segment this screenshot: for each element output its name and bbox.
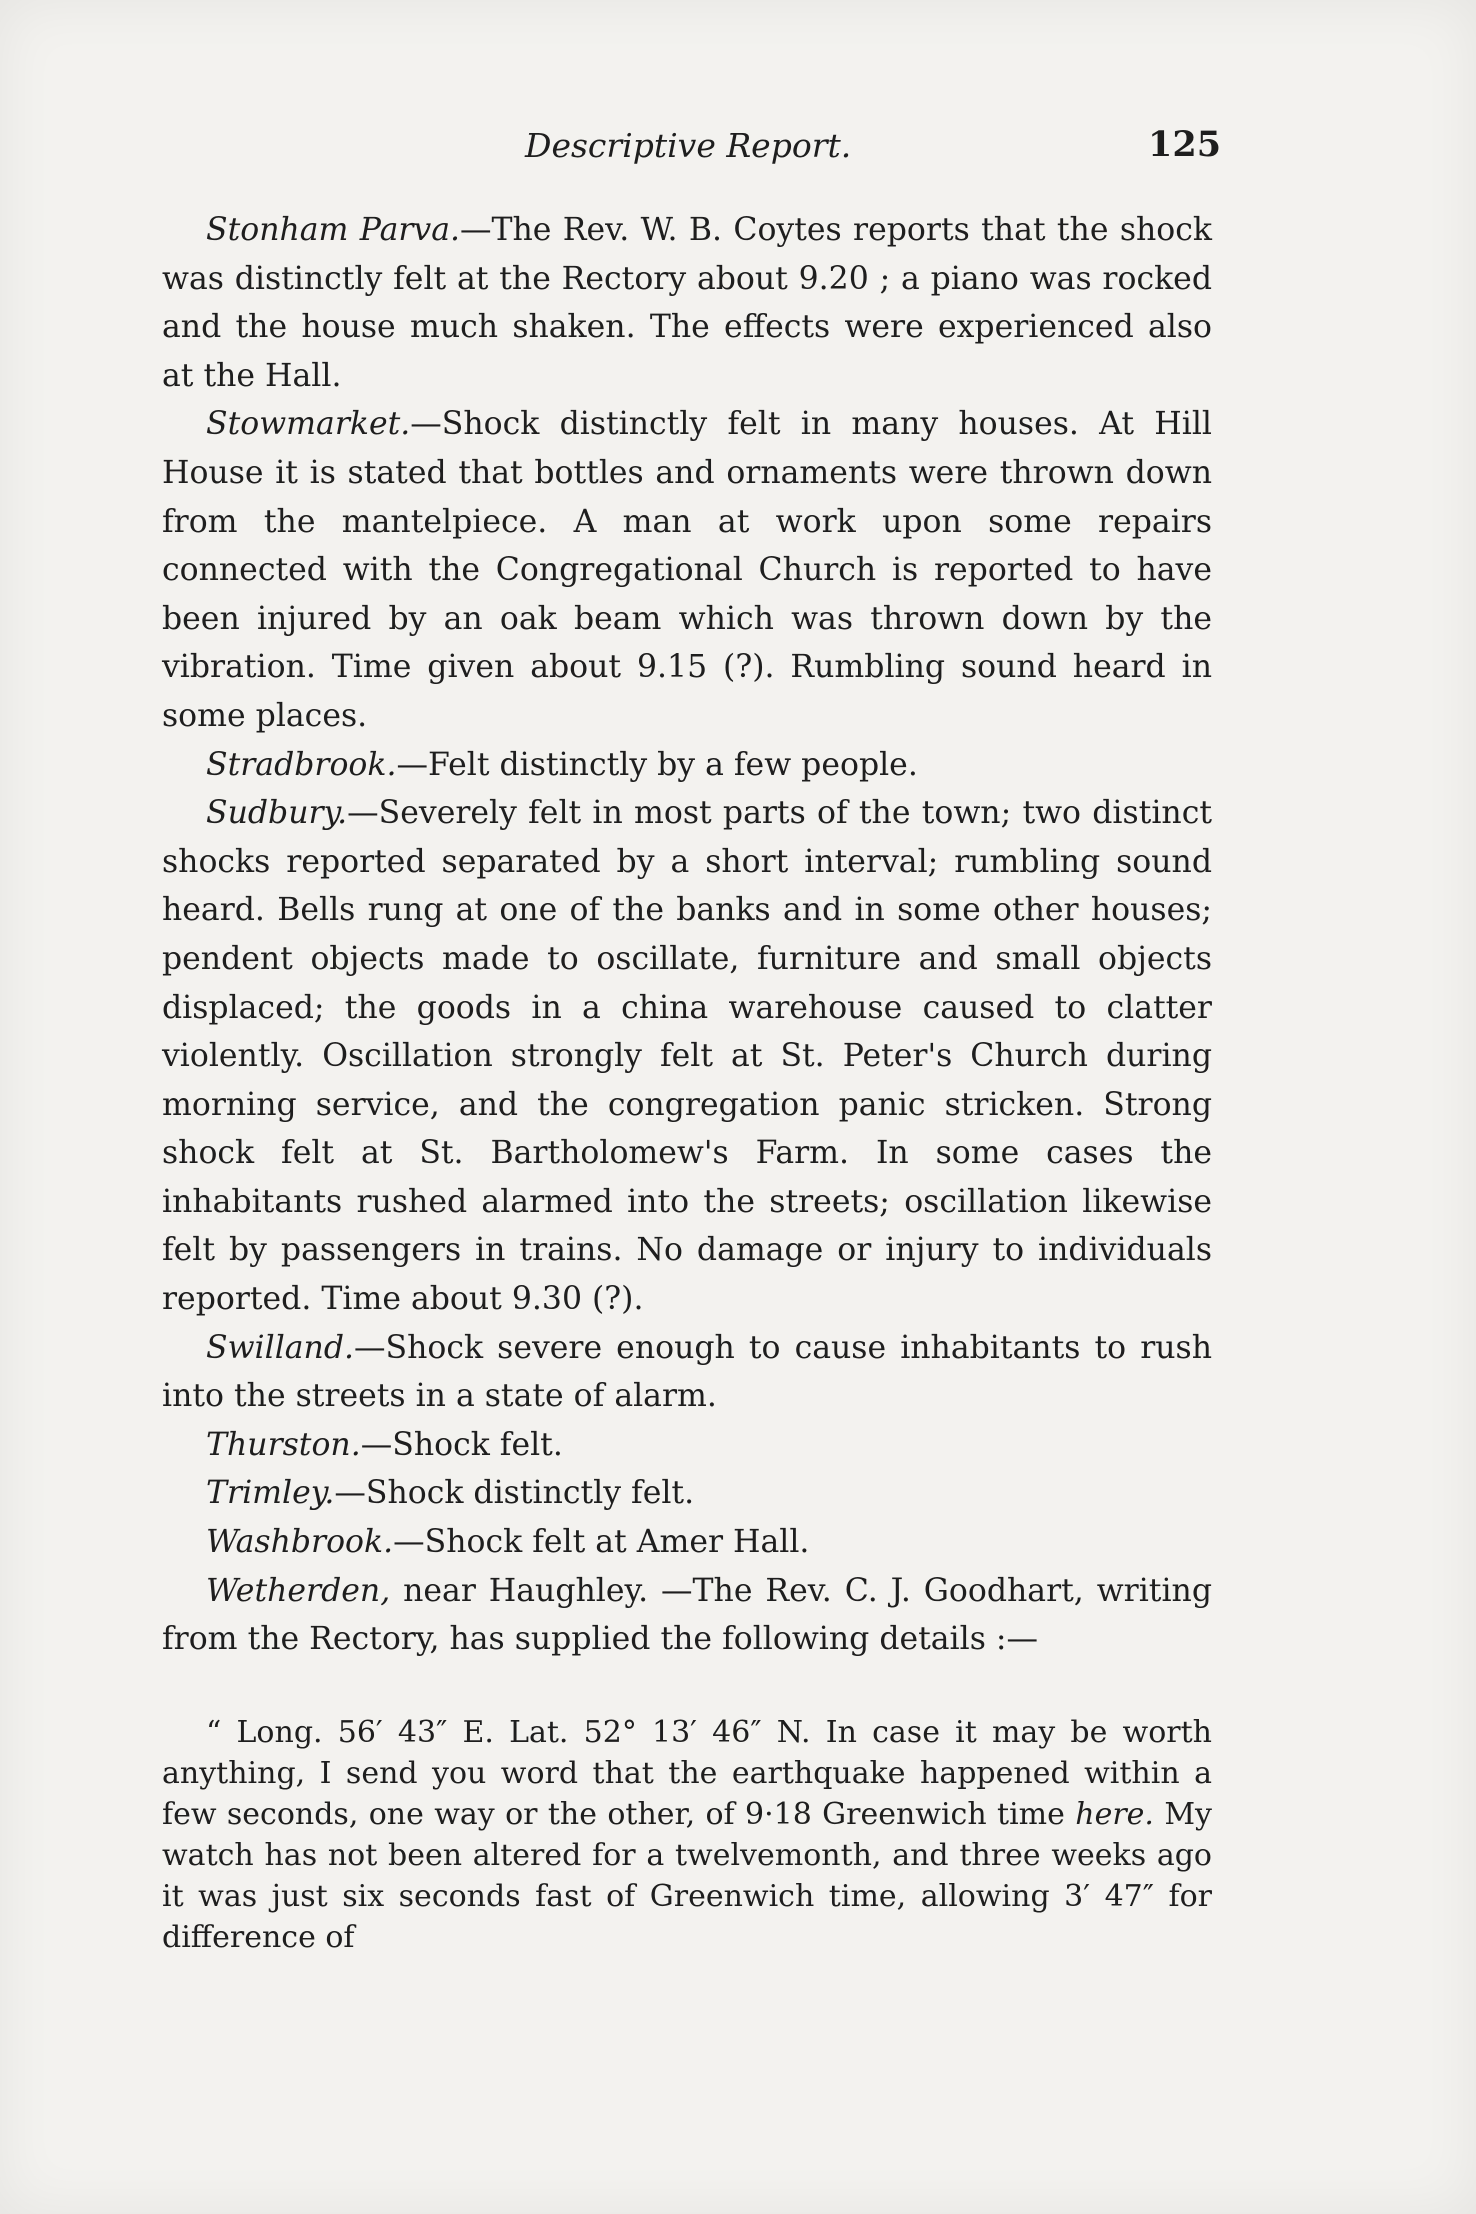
entry-stonham-parva [162,206,1212,400]
place-name: Wetherden, [206,1572,391,1609]
entry-washbrook [162,1518,1212,1567]
entry-text: —Felt distinctly by a few people. [396,746,918,783]
entry-sudbury [162,789,1212,1324]
place-name: Trimley. [206,1475,335,1512]
entry-text: —Shock severe enough to cause inhabitants to rush into the streets in a state of alarm. [162,1329,1212,1415]
page-header [0,120,1476,180]
place-name: Thurston. [206,1426,361,1463]
entry-text: —Severely felt in most parts of the town; two distinct shocks reported separated by a short interval; rumbling sound heard. Bells rung at one of the banks and in some other houses; pendent objects made to oscillate, furniture and small objects displaced; the goods in a china warehouse caused to clatter violently. Oscillation strongly felt at St. Peter's Church during morning service, and the congregation panic stricken. Strong shock felt at St. Bartholomew's Farm. In some cases the inhabitants rushed alarmed into the streets; oscillation likewise felt by passengers in trains. No damage or injury to individuals reported. Time about 9.30 (?). [162,795,1212,1318]
place-name: Stradbrook. [206,746,397,783]
entry-wetherden [162,1567,1212,1664]
entry-text: —Shock felt. [360,1426,563,1463]
report-text [162,206,1212,1958]
entry-text: —Shock distinctly felt. [334,1475,695,1512]
place-name: Sudbury. [206,795,348,832]
entry-text: —Shock felt at Amer Hall. [393,1524,810,1561]
quoted-letter [162,1712,1212,1958]
entry-trimley [162,1469,1212,1518]
entry-thurston [162,1421,1212,1470]
entry-swilland [162,1324,1212,1421]
quote-italic-word: here. [1075,1796,1154,1832]
place-name: Stonham Parva. [206,212,460,248]
entry-text: —Shock distinctly felt in many houses. At Hill House it is stated that bottles and ornaments were thrown down from the mantelpiece. A man at work upon some repairs connected with the Congregational Church is reported to have been injured by an oak beam which was thrown down by the vibration. Time given about 9.15 (?). Rumbling sound heard in some places. [162,406,1212,734]
place-name: Swilland. [206,1329,355,1366]
entry-stowmarket [162,400,1212,740]
running-head: Descriptive Report. [525,126,852,165]
quote-text-continued: My watch has not been altered for a twelvemonth, and three weeks ago it was just six seconds fast of Greenwich time, allowing 3′ 47″ for difference of [162,1796,1212,1955]
quote-text: “ Long. 56′ 43″ E. Lat. 52° 13′ 46″ N. In case it may be worth anything, I send you word that the earthquake happened within a few seconds, one way or the other, of 9·18 Greenwich time [162,1714,1212,1832]
place-name: Stowmarket. [206,406,411,443]
entry-stradbrook [162,741,1212,790]
place-name: Washbrook. [206,1524,394,1561]
page-number: 125 [1148,124,1222,165]
entry-text: near Haughley. —The Rev. C. J. Goodhart, writing from the Rectory, has supplied the following details :— [162,1572,1212,1658]
entry-text: —The Rev. W. B. Coytes reports that the shock was distinctly felt at the Rectory about 9.20 ; a piano was rocked and the house much shaken. The effects were experienced also at the Hall. [162,212,1212,394]
